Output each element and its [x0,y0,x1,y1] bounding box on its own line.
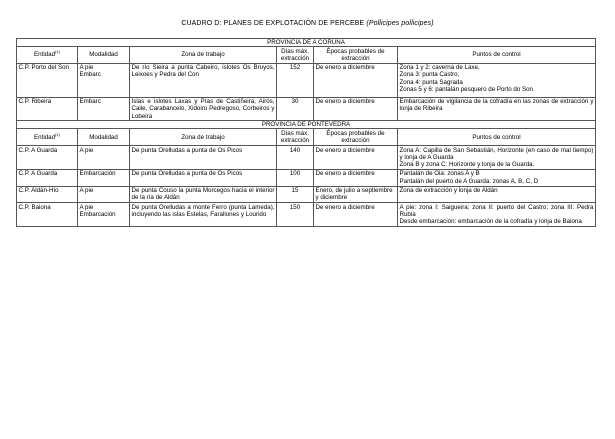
header-puntos: Puntos de control [398,47,596,64]
table-row [17,186,596,203]
title-main: CUADRO D: PLANES DE EXPLOTACIÓN DE PERCEBE [181,20,365,27]
cell-epocas: De enero a diciembre [314,97,398,121]
header-entidad-footnote: (1) [55,49,60,55]
header-row [17,129,596,146]
puntos-line: Zona B y zona C: Horizonte y lonja de la Guarda. [399,161,535,169]
table-row [17,169,596,186]
header-entidad-label: Entidad [34,51,56,59]
exploitation-plans-table [16,38,596,227]
modalidad-line: Embarcación [79,170,116,178]
puntos-line: A pie: zona I: Saigueira; zona II: puerto del Castro; zona III: Pedra Rubia [399,203,594,218]
puntos-line: Zona 4: punta Sagrada [399,78,463,86]
table-row [17,97,596,121]
header-entidad-footnote: (1) [55,131,60,137]
cell-modalidad [78,63,130,97]
cell-dias: 100 [277,169,314,186]
modalidad-line: Embarc [79,71,101,79]
puntos-line: Zonas 5 y 6: pantalán pesquero de Porto do Son [399,85,533,93]
cell-modalidad [78,169,130,186]
cell-epocas: Enero, de julio a septiembre y diciembre [314,186,398,203]
cell-zona: De punta Couso la punta Morcegos hacia el interior de la ría de Aldán [131,187,275,202]
cell-entidad: C.P. A Guarda [17,169,78,186]
cell-entidad: C.P. A Guarda [17,146,78,170]
cell-puntos [398,186,596,203]
cell-entidad: C.P. Aldán-Hío [17,186,78,203]
province-row [17,39,596,47]
province-row [17,121,596,129]
cell-epocas: De enero a diciembre [314,203,398,227]
cell-puntos [398,97,596,121]
cell-dias: 30 [277,97,314,121]
cell-modalidad [78,203,130,227]
puntos-line: Pantalán del puerto de A Guarda: zonas A, B, C, D [399,177,539,185]
cell-dias: 152 [277,63,314,97]
cell-modalidad [78,146,130,170]
cell-modalidad [78,186,130,203]
header-zona: Zona de trabajo [130,47,277,64]
province-name: PROVINCIA DE PONTEVEDRA [17,121,596,129]
puntos-line: Zona de extracción y lonja de Aldán [399,187,498,195]
title-species: (Pollicipes pollicipes) [366,20,434,27]
modalidad-line: A pie [79,146,94,154]
puntos-line: Zona 3: punta Castro, [399,71,460,79]
puntos-line: Zona 1 y 2: caverna de Laxe, [399,64,480,72]
table-row [17,146,596,170]
table-row [17,63,596,97]
header-zona: Zona de trabajo [130,129,277,146]
cell-epocas: De enero a diciembre [314,63,398,97]
cell-dias: 150 [277,203,314,227]
puntos-line: Embarcación de vigilancia de la cofradía en las zonas de extracción y lonja de Ribeira [399,98,594,113]
header-modalidad: Modalidad [78,47,130,64]
cell-dias: 140 [277,146,314,170]
modalidad-line: A pie [79,187,94,195]
cell-puntos [398,169,596,186]
header-entidad [17,47,78,64]
cell-zona: De punta Orelludas a punta de Os Picos [130,169,277,186]
province-name: PROVINCIA DE A CORUÑA [17,39,596,47]
cell-puntos [398,146,596,170]
header-epocas: Épocas probables de extracción [314,47,398,64]
table-body [17,39,596,227]
header-modalidad: Modalidad [78,129,130,146]
cell-epocas: De enero a diciembre [314,146,398,170]
cell-puntos [398,63,596,97]
modalidad-line: A pie [79,64,94,72]
puntos-line: Desde embarcación: embarcación de la cofradía y lonja de Baiona [399,218,582,226]
cell-zona: De punta Orelludas a punta de Os Picos [130,146,277,170]
header-epocas: Épocas probables de extracción [314,129,398,146]
puntos-line: Pantalán de Oia: zonas A y B [399,170,480,178]
cell-epocas: De enero a diciembre [314,169,398,186]
cell-zona: De río Sieira a punta Cabeiro, islotes Os Bruyos, Leixoes y Pedra del Con [130,63,277,97]
cell-puntos [398,203,596,227]
cell-dias: 15 [277,186,314,203]
modalidad-line: Embarcación [79,210,116,218]
header-dias: Días máx. extracción [277,129,314,146]
header-row [17,47,596,64]
header-entidad-label: Entidad [34,133,56,141]
modalidad-line: Embarc [79,98,101,106]
cell-zona: Islas e islotes Laxas y Pías de Castiñeira, Airós, Caile, Carabancelo, Xidoiro Pedregoso, Corbeiros y Lobeira [131,98,275,120]
cell-entidad: C.P. Porto del Son [17,63,78,97]
puntos-line: Zona A: Capilla de San Sebastián, Horizonte (en caso de mal tiempo) y lonja de A Guarda [399,146,594,161]
cell-entidad: C.P. Ribeira [17,97,78,121]
modalidad-line: A pie [79,203,94,211]
cell-entidad: C.P. Baiona [17,203,78,227]
header-dias: Días máx. extracción [277,47,314,64]
cell-zona: De punta Orelludas a monte Ferro (punta Lameda), incluyendo las islas Estelas, Farallones y Lourido [130,203,277,227]
header-entidad [17,129,78,146]
cell-modalidad [78,97,130,121]
table-row [17,203,596,227]
document-title [0,20,615,27]
header-puntos: Puntos de control [398,129,596,146]
